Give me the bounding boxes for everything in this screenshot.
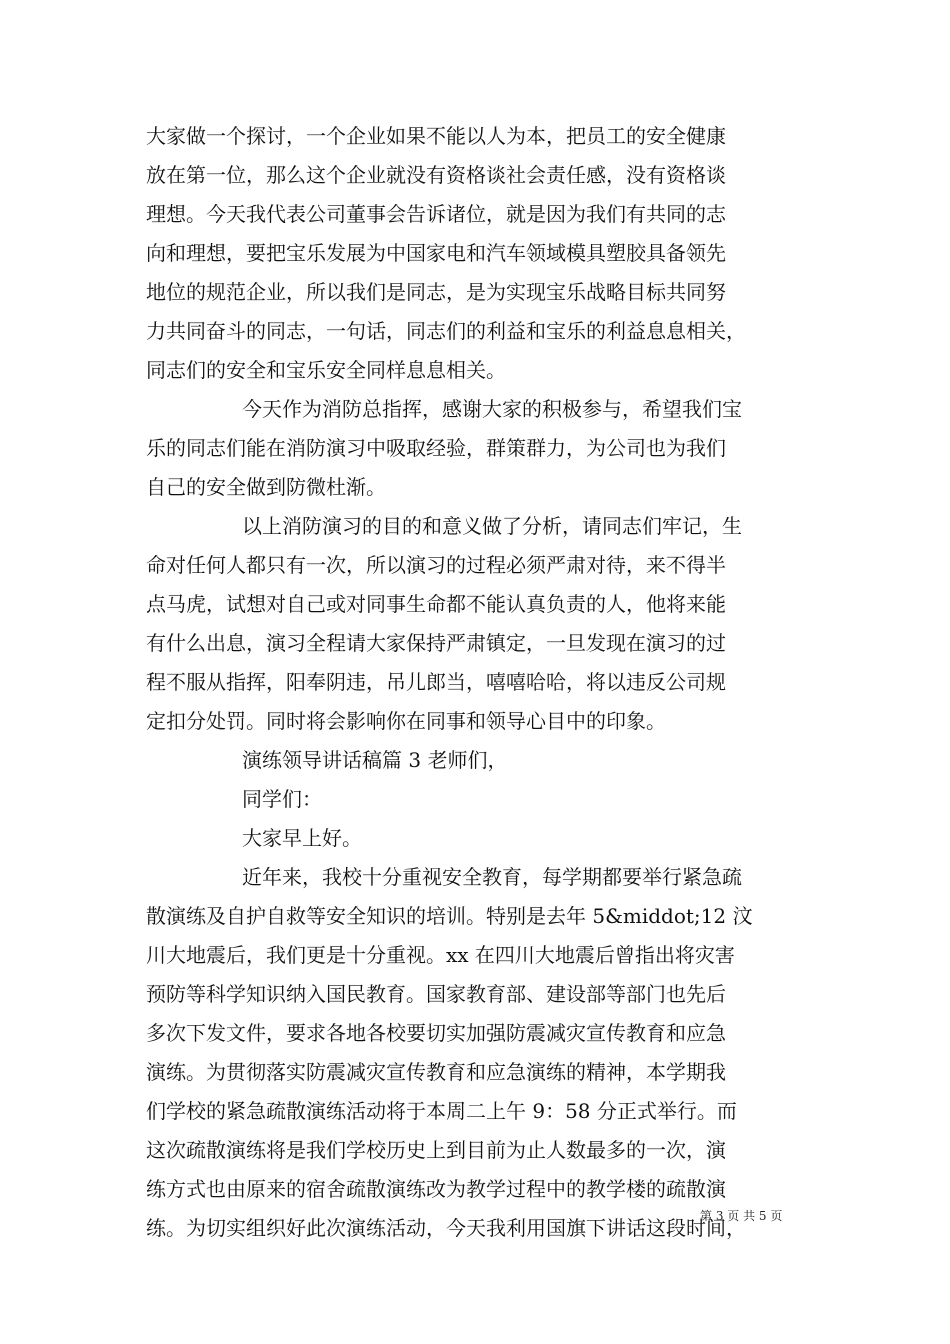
page-indicator: 第 3 页 共 5 页	[700, 1209, 783, 1223]
text-line: 预防等科学知识纳入国民教育。国家教育部、建设部等部门也先后	[146, 982, 726, 1006]
text-line: 有什么出息，演习全程请大家保持严肃镇定，一旦发现在演习的过	[146, 631, 726, 655]
text-line: 这次疏散演练将是我们学校历史上到目前为止人数最多的一次，演	[146, 1138, 726, 1162]
document-body	[146, 117, 810, 1248]
text-line: 放在第一位，那么这个企业就没有资格谈社会责任感，没有资格谈	[146, 163, 726, 187]
text-line: 定扣分处罚。同时将会影响你在同事和领导心目中的印象。	[146, 709, 666, 733]
text-line: 自己的安全做到防微杜渐。	[146, 475, 386, 499]
text-line: 大家早上好。	[242, 826, 362, 850]
text-line: 散演练及自护自救等安全知识的培训。特别是去年 5&middot;12 汶	[146, 904, 753, 928]
text-line: 川大地震后，我们更是十分重视。xx 在四川大地震后曾指出将灾害	[146, 943, 735, 967]
text-line: 演练领导讲话稿篇 3 老师们，	[242, 748, 508, 772]
text-line: 乐的同志们能在消防演习中吸取经验，群策群力，为公司也为我们	[146, 436, 726, 460]
text-line: 演练。为贯彻落实防震减灾宣传教育和应急演练的精神，本学期我	[146, 1060, 726, 1084]
text-line: 近年来，我校十分重视安全教育，每学期都要举行紧急疏	[242, 865, 742, 889]
text-line: 们学校的紧急疏散演练活动将于本周二上午 9：58 分正式举行。而	[146, 1099, 737, 1123]
text-line: 点马虎，试想对自己或对同事生命都不能认真负责的人，他将来能	[146, 592, 726, 616]
text-line: 练方式也由原来的宿舍疏散演练改为教学过程中的教学楼的疏散演	[146, 1177, 726, 1201]
text-line: 大家做一个探讨，一个企业如果不能以人为本，把员工的安全健康	[146, 124, 726, 148]
text-line: 同志们的安全和宝乐安全同样息息相关。	[146, 358, 506, 382]
text-line: 多次下发文件，要求各地各校要切实加强防震减灾宣传教育和应急	[146, 1021, 726, 1045]
text-line: 向和理想，要把宝乐发展为中国家电和汽车领域模具塑胶具备领先	[146, 241, 726, 265]
text-line: 以上消防演习的目的和意义做了分析，请同志们牢记，生	[242, 514, 742, 538]
text-line: 练。为切实组织好此次演练活动，今天我利用国旗下讲话这段时间，	[146, 1216, 746, 1240]
text-line: 程不服从指挥，阳奉阴违，吊儿郎当，嘻嘻哈哈，将以违反公司规	[146, 670, 726, 694]
text-line: 同学们：	[242, 787, 322, 811]
text-line: 地位的规范企业，所以我们是同志，是为实现宝乐战略目标共同努	[146, 280, 726, 304]
text-line: 力共同奋斗的同志，一句话，同志们的利益和宝乐的利益息息相关，	[146, 319, 746, 343]
text-line: 命对任何人都只有一次，所以演习的过程必须严肃对待，来不得半	[146, 553, 726, 577]
text-line: 今天作为消防总指挥，感谢大家的积极参与，希望我们宝	[242, 397, 742, 421]
text-line: 理想。今天我代表公司董事会告诉诸位，就是因为我们有共同的志	[146, 202, 726, 226]
